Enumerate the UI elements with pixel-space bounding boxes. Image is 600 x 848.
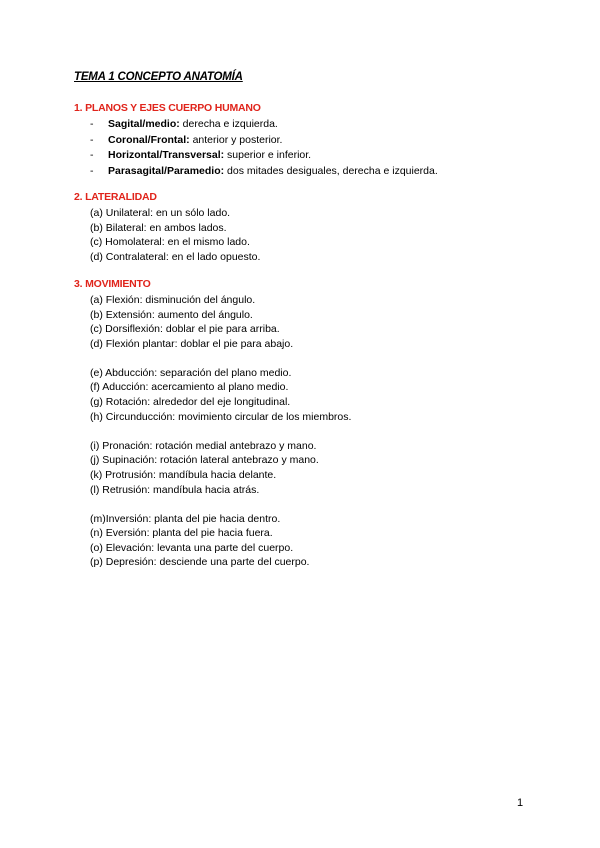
movimiento-list-group-1 [74,293,351,351]
list-item: (h) Circunducción: movimiento circular de los miembros. [90,410,352,423]
spacer [74,351,351,366]
list-item [74,148,438,164]
movimiento-list-group-3 [74,439,351,497]
list-item [74,133,438,149]
list-dash: - [90,164,94,177]
section-heading-planos-ejes: 1. PLANOS Y EJES CUERPO HUMANO [74,102,261,114]
list-item: (e) Abducción: separación del plano medio. [90,366,292,379]
list-item: (o) Elevación: levanta una parte del cuerpo. [90,541,294,554]
list-item: (l) Retrusión: mandíbula hacia atrás. [90,483,260,496]
list-item [74,117,438,133]
list-item [74,164,438,180]
list-dash: - [90,149,94,161]
list-item: (b) Extensión: aumento del ángulo. [90,308,253,321]
list-item: (a) Flexión: disminución del ángulo. [90,294,256,306]
list-desc: anterior y posterior. [189,133,283,146]
list-item: (j) Supinación: rotación lateral antebrazo y mano. [90,454,319,467]
list-term: Horizontal/Transversal: [108,149,225,161]
list-item: (b) Bilateral: en ambos lados. [90,221,227,234]
spacer [74,497,351,512]
page-number: 1 [517,797,524,809]
movimiento-list-group-2 [74,366,351,424]
document-title: TEMA 1 CONCEPTO ANATOMÍA [74,71,243,83]
section-movimiento [74,277,351,570]
list-dash: - [90,118,94,130]
list-item: (m)Inversión: planta del pie hacia dentro. [90,512,281,525]
list-item: (d) Flexión plantar: doblar el pie para abajo. [90,337,294,350]
list-item: (d) Contralateral: en el lado opuesto. [90,250,261,263]
planos-list [74,117,438,179]
list-dash: - [90,133,94,146]
section-lateralidad [74,190,260,264]
spacer [74,424,351,439]
list-item: (a) Unilateral: en un sólo lado. [90,207,231,219]
list-term: Coronal/Frontal: [108,133,190,146]
lateralidad-list [74,206,260,264]
list-item: (f) Aducción: acercamiento al plano medio. [90,381,289,394]
list-item: (p) Depresión: desciende una parte del cuerpo. [90,556,310,569]
list-desc: derecha e izquierda. [179,118,278,130]
section-heading-lateralidad: 2. LATERALIDAD [74,191,157,203]
list-item: (k) Protrusión: mandíbula hacia delante. [90,468,277,481]
list-item: (i) Pronación: rotación medial antebrazo y mano. [90,439,317,452]
list-item: (g) Rotación: alrededor del eje longitudinal. [90,396,291,409]
list-term: Parasagital/Paramedio: [108,164,225,177]
section-planos-ejes [74,101,438,179]
list-item: (n) Eversión: planta del pie hacia fuera. [90,527,273,540]
list-desc: dos mitades desiguales, derecha e izquierda. [224,164,438,177]
section-heading-movimiento: 3. MOVIMIENTO [74,278,151,290]
list-term: Sagital/medio: [108,118,180,130]
list-item: (c) Dorsiflexión: doblar el pie para arriba. [90,323,280,336]
list-item: (c) Homolateral: en el mismo lado. [90,236,250,249]
list-desc: superior e inferior. [224,149,312,161]
movimiento-list-group-4 [74,512,351,570]
